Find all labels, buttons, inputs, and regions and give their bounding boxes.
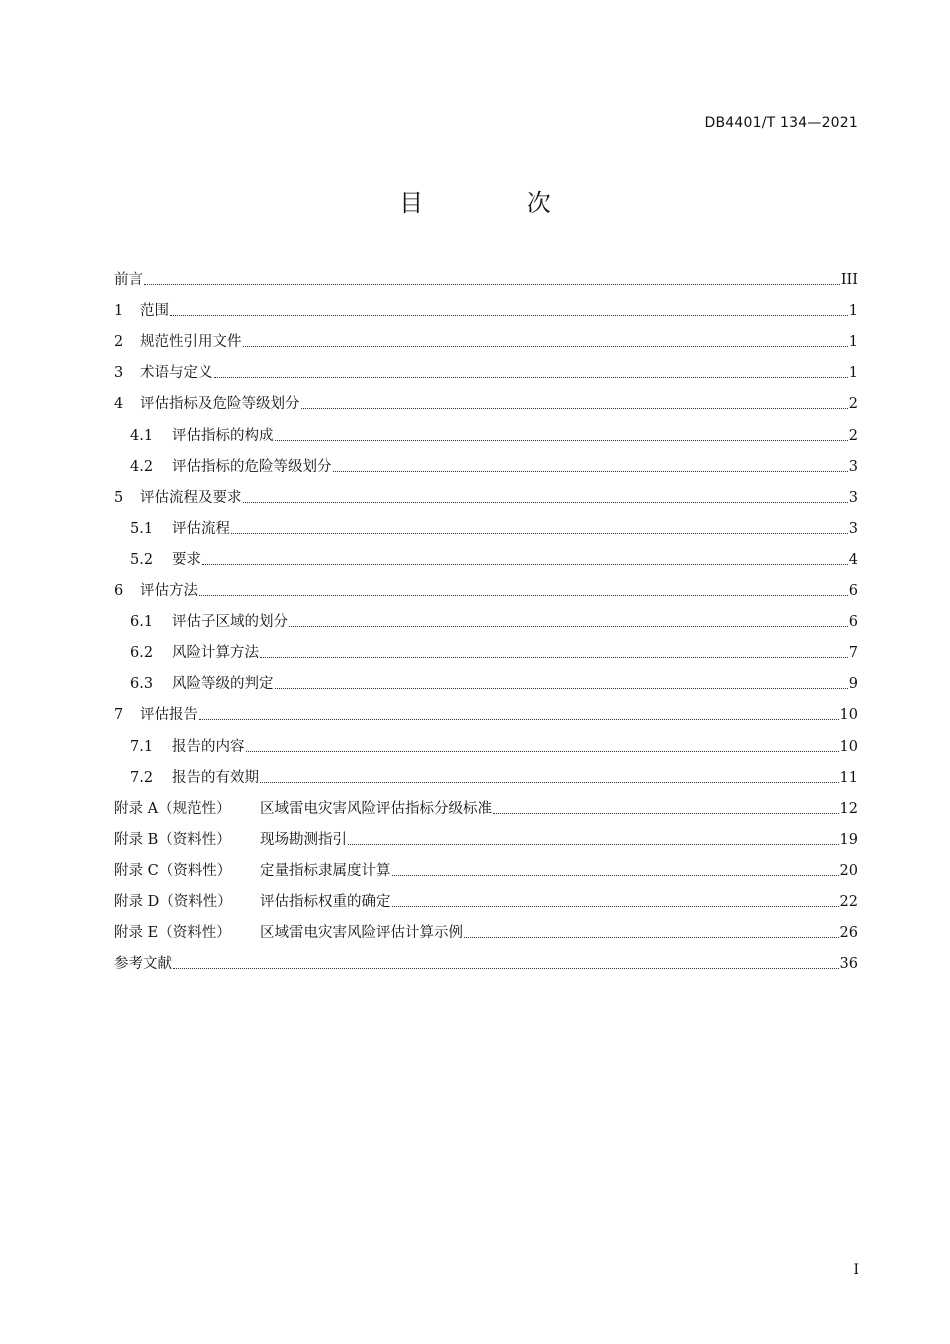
toc-entry-number: 6.3 xyxy=(130,676,154,693)
toc-entry[interactable] xyxy=(114,259,858,290)
toc-entry[interactable] xyxy=(114,290,858,321)
toc-entry-page: 11 xyxy=(839,769,858,786)
toc-dot-leader xyxy=(214,377,848,378)
toc-entry-page: 2 xyxy=(848,396,858,413)
toc-entry-number: 5.2 xyxy=(130,551,154,568)
toc-dot-leader xyxy=(493,813,839,814)
toc-entry-number: 4.2 xyxy=(130,458,154,475)
toc-entry-label: 参考文献 xyxy=(114,956,172,973)
toc-entry-page: 36 xyxy=(839,956,858,973)
toc-entry[interactable] xyxy=(114,508,858,539)
toc-entry-label: 区域雷电灾害风险评估计算示例 xyxy=(260,925,463,942)
toc-entry-label: 风险计算方法 xyxy=(172,645,259,662)
toc-entry-page: 1 xyxy=(848,303,858,320)
toc-entry-page: 6 xyxy=(848,614,858,631)
toc-entry-number: 附录 B（资料性） xyxy=(114,831,231,848)
toc-dot-leader xyxy=(199,719,839,720)
toc-dot-leader xyxy=(246,751,839,752)
toc-entry-number: 4 xyxy=(114,396,124,413)
toc-entry-page: 26 xyxy=(839,925,858,942)
toc-entry-label: 评估指标权重的确定 xyxy=(260,893,391,910)
toc-dot-leader xyxy=(289,626,848,627)
toc-entry[interactable] xyxy=(114,632,858,663)
toc-entry[interactable] xyxy=(114,477,858,508)
toc-entry-page: 20 xyxy=(839,862,858,879)
toc-entry-label: 评估流程及要求 xyxy=(140,489,242,506)
toc-entry-number: 附录 D（资料性） xyxy=(114,893,232,910)
toc-entry-label: 评估流程 xyxy=(172,520,230,537)
toc-entry-label: 前言 xyxy=(114,272,143,289)
toc-dot-leader xyxy=(333,471,848,472)
toc-entry-label: 范围 xyxy=(140,303,169,320)
toc-entry[interactable] xyxy=(114,414,858,445)
toc-entry-page: 22 xyxy=(839,893,858,910)
toc-entry-number: 2 xyxy=(114,334,124,351)
toc-entry-number: 5 xyxy=(114,489,124,506)
toc-entry-page: 1 xyxy=(848,365,858,382)
toc-entry-number: 1 xyxy=(114,303,124,320)
toc-entry[interactable] xyxy=(114,725,858,756)
toc-entry-number: 7 xyxy=(114,707,124,724)
toc-entry-number: 6.1 xyxy=(130,614,154,631)
toc-entry-page: 3 xyxy=(848,520,858,537)
document-code: DB4401/T 134—2021 xyxy=(704,115,858,131)
toc-dot-leader xyxy=(173,968,839,969)
toc-entry[interactable] xyxy=(114,850,858,881)
toc-dot-leader xyxy=(392,875,839,876)
toc-entry[interactable] xyxy=(114,352,858,383)
toc-entry-label: 评估方法 xyxy=(140,583,198,600)
table-of-contents xyxy=(114,259,858,974)
toc-dot-leader xyxy=(275,688,848,689)
toc-entry-number: 4.1 xyxy=(130,427,154,444)
toc-entry-page: 2 xyxy=(848,427,858,444)
toc-entry-page: 3 xyxy=(848,489,858,506)
toc-entry-label: 评估指标的构成 xyxy=(172,427,274,444)
toc-entry-page: 6 xyxy=(848,583,858,600)
toc-entry-number: 7.2 xyxy=(130,769,154,786)
toc-dot-leader xyxy=(464,937,839,938)
toc-entry-label: 报告的内容 xyxy=(172,738,245,755)
toc-dot-leader xyxy=(301,408,848,409)
toc-entry-label: 区域雷电灾害风险评估指标分级标准 xyxy=(260,800,492,817)
toc-entry[interactable] xyxy=(114,539,858,570)
toc-dot-leader xyxy=(243,502,848,503)
toc-entry-page: 10 xyxy=(839,738,858,755)
toc-dot-leader xyxy=(260,657,848,658)
toc-entry-label: 报告的有效期 xyxy=(172,769,259,786)
toc-entry-label: 规范性引用文件 xyxy=(140,334,242,351)
toc-entry-page: 12 xyxy=(839,800,858,817)
toc-entry-label: 术语与定义 xyxy=(140,365,213,382)
toc-entry-label: 评估报告 xyxy=(140,707,198,724)
toc-entry-number: 5.1 xyxy=(130,520,154,537)
toc-entry[interactable] xyxy=(114,383,858,414)
toc-entry[interactable] xyxy=(114,757,858,788)
toc-entry-page: 7 xyxy=(848,645,858,662)
toc-entry-label: 评估子区域的划分 xyxy=(172,614,288,631)
toc-entry-label: 评估指标及危险等级划分 xyxy=(140,396,300,413)
toc-dot-leader xyxy=(392,906,839,907)
toc-dot-leader xyxy=(260,782,839,783)
page-number: I xyxy=(853,1262,859,1278)
toc-dot-leader xyxy=(348,844,839,845)
toc-dot-leader xyxy=(144,284,840,285)
toc-dot-leader xyxy=(275,440,848,441)
toc-dot-leader xyxy=(231,533,848,534)
toc-entry[interactable] xyxy=(114,881,858,912)
toc-entry-label: 评估指标的危险等级划分 xyxy=(172,458,332,475)
toc-entry[interactable] xyxy=(114,446,858,477)
toc-entry-number: 3 xyxy=(114,365,124,382)
toc-entry-number: 附录 C（资料性） xyxy=(114,862,232,879)
toc-entry[interactable] xyxy=(114,943,858,974)
page-title: 目 次 xyxy=(399,189,599,217)
toc-entry-label: 定量指标隶属度计算 xyxy=(260,862,391,879)
toc-entry-number: 6.2 xyxy=(130,645,154,662)
toc-entry-page: 3 xyxy=(848,458,858,475)
toc-dot-leader xyxy=(170,315,848,316)
toc-dot-leader xyxy=(199,595,848,596)
toc-dot-leader xyxy=(202,564,848,565)
toc-entry-number: 6 xyxy=(114,583,124,600)
toc-entry[interactable] xyxy=(114,321,858,352)
toc-entry[interactable] xyxy=(114,788,858,819)
toc-dot-leader xyxy=(243,346,848,347)
toc-entry[interactable] xyxy=(114,601,858,632)
toc-entry[interactable] xyxy=(114,912,858,943)
toc-entry-label: 要求 xyxy=(172,551,201,568)
toc-entry-page: 9 xyxy=(848,676,858,693)
toc-entry-number: 7.1 xyxy=(130,738,154,755)
toc-entry-page: 1 xyxy=(848,334,858,351)
toc-entry[interactable] xyxy=(114,663,858,694)
toc-entry[interactable] xyxy=(114,570,858,601)
toc-entry-label: 现场勘测指引 xyxy=(260,831,347,848)
toc-entry-page: 19 xyxy=(839,831,858,848)
toc-entry-label: 风险等级的判定 xyxy=(172,676,274,693)
toc-entry-number: 附录 E（资料性） xyxy=(114,925,231,942)
toc-entry-number: 附录 A（规范性） xyxy=(114,800,231,817)
toc-entry-page: 10 xyxy=(839,707,858,724)
toc-entry[interactable] xyxy=(114,694,858,725)
toc-entry[interactable] xyxy=(114,819,858,850)
toc-entry-page: 4 xyxy=(848,551,858,568)
toc-entry-page: III xyxy=(840,272,858,289)
